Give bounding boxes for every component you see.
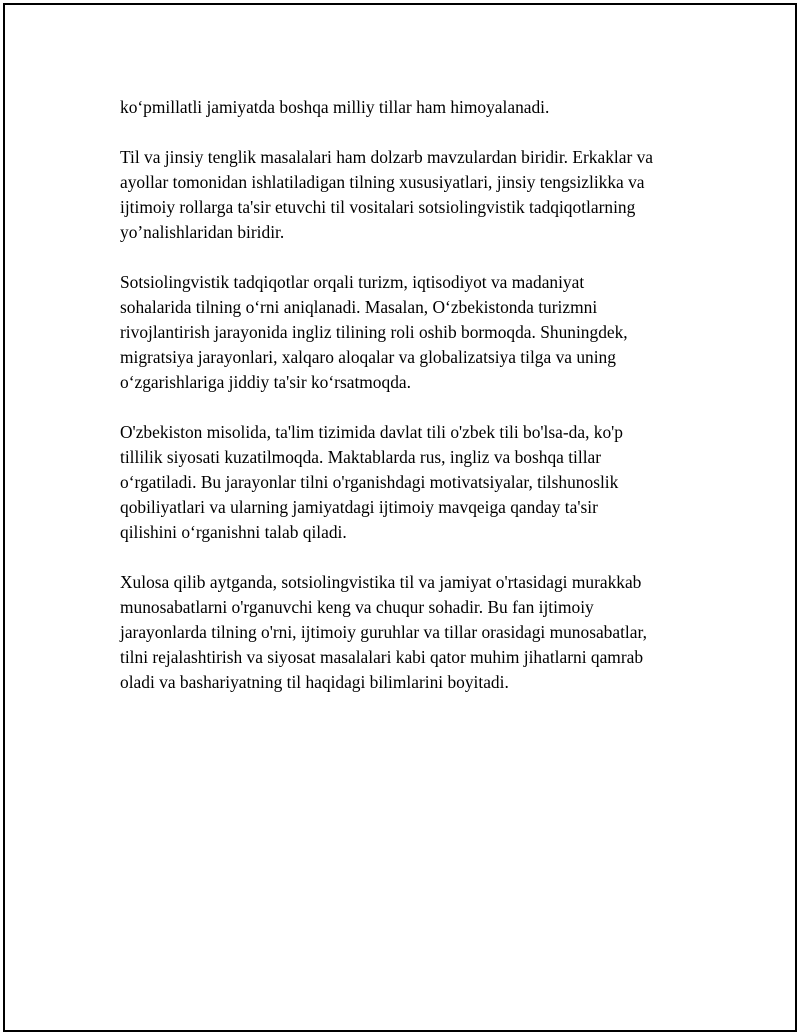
paragraph-5: Xulosa qilib aytganda, sotsiolingvistika til va jamiyat o'rtasidagi murakkab munosabatlarni o'rganuvchi keng va chuqur sohadir. Bu fan ijtimoiy jarayonlarda tilning o'rni, ijtimoiy guruhlar va tillar orasidagi munosabatlar, tilni rejalashtirish va siyosat masalalari kabi qator muhim jihatlarni qamrab oladi va bashariyatning til haqidagi bilimlarini boyitadi. bbox=[120, 572, 647, 692]
paragraph-4: O'zbekiston misolida, ta'lim tizimida davlat tili o'zbek tili bo'lsa-da, ko'p tillilik siyosati kuzatilmoqda. Maktablarda rus, ingliz va boshqa tillar o‘rgatiladi. Bu jarayonlar tilni o'rganishdagi motivatsiyalar, tilshunoslik qobiliyatlari va ularning jamiyatdagi ijtimoiy mavqeiga qanday ta'sir qilishini o‘rganishni talab qiladi. bbox=[120, 422, 623, 542]
paragraph-3: Sotsiolingvistik tadqiqotlar orqali turizm, iqtisodiyot va madaniyat sohalarida tilning o‘rni aniqlanadi. Masalan, O‘zbekistonda turizmni rivojlantirish jarayonida ingliz tilining roli oshib bormoqda. Shuningdek, migratsiya jarayonlari, xalqaro aloqalar va globalizatsiya tilga va uning o‘zgarishlariga jiddiy ta'sir ko‘rsatmoqda. bbox=[120, 272, 628, 392]
document-body bbox=[120, 95, 700, 720]
document-page bbox=[3, 3, 797, 1032]
paragraph-2: Til va jinsiy tenglik masalalari ham dolzarb mavzulardan biridir. Erkaklar va ayollar tomonidan ishlatiladigan tilning xususiyatlari, jinsiy tengsizlikka va ijtimoiy rollarga ta'sir etuvchi til vositalari sotsiolingvistik tadqiqotlarning yo’nalishlaridan biridir. bbox=[120, 147, 654, 242]
paragraph-1: ko‘pmillatli jamiyatda boshqa milliy tillar ham himoyalanadi. bbox=[120, 97, 550, 117]
